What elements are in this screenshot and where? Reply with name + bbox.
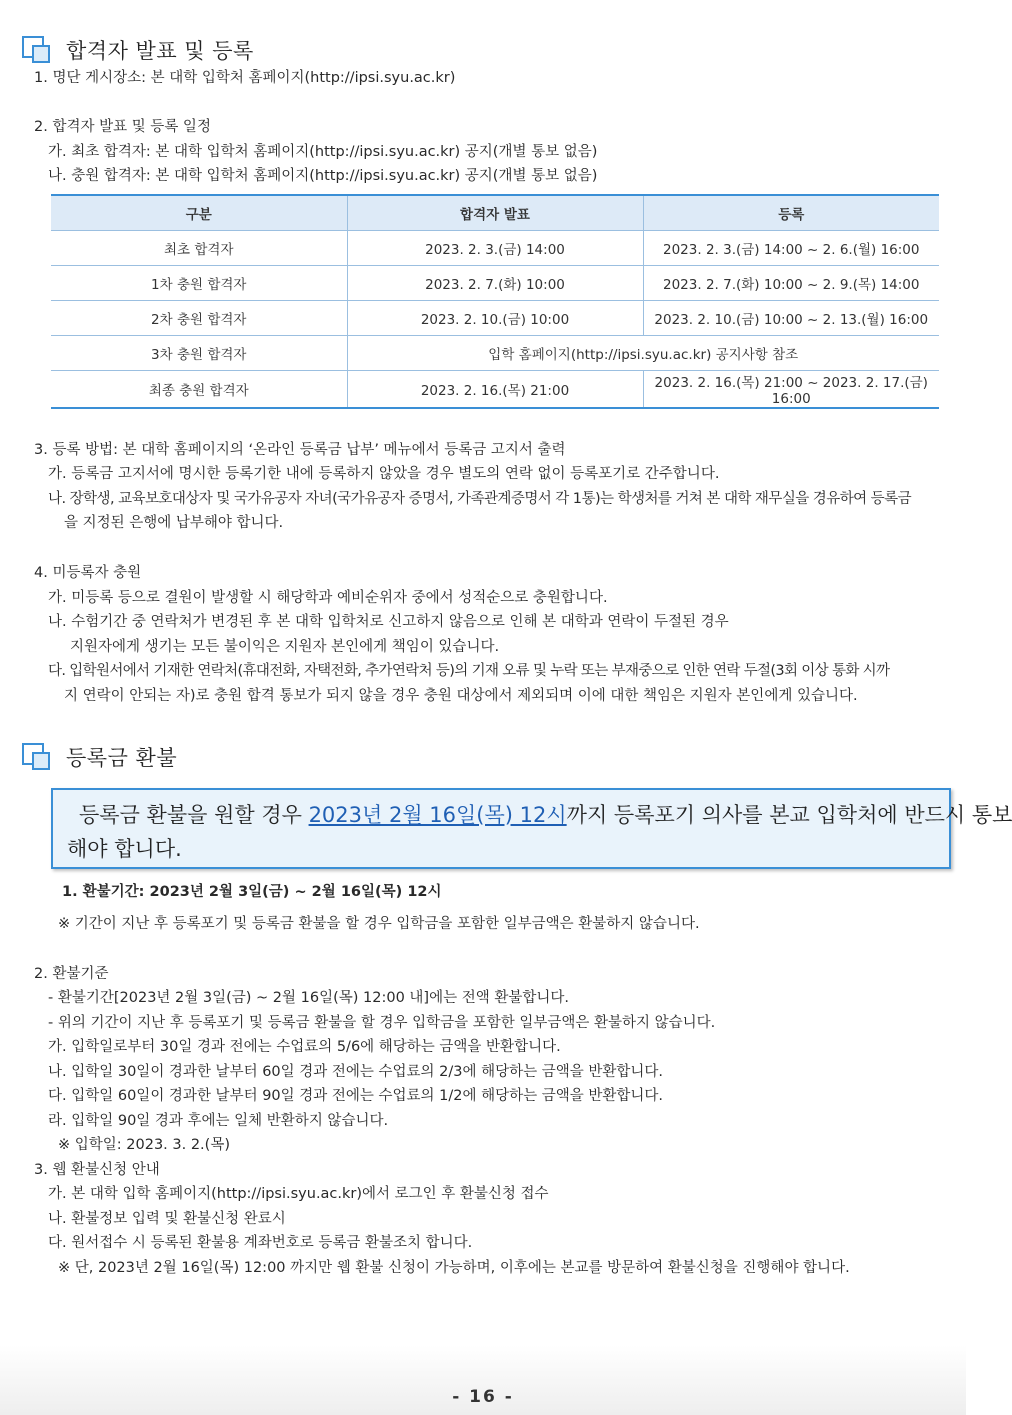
table-row — [51, 370, 939, 408]
table-cell: 2023. 2. 3.(금) 14:00 — [347, 230, 643, 265]
section-title: 등록금 환불 — [66, 746, 178, 770]
page-number: - 16 - — [452, 1387, 514, 1407]
item-4b-line1: 나. 수험기간 중 연락처가 변경된 후 본 대학 입학처로 신고하지 않음으로 인해 본 대학과 연락이 두절된 경우 — [48, 614, 729, 630]
refund-criteria: 2. 환불기준 — [34, 966, 109, 982]
item-3b-line2: 을 지정된 은행에 납부해야 합니다. — [64, 515, 284, 531]
item-3b-line1: 나. 장학생, 교육보호대상자 및 국가유공자 자녀(국가유공자 증명서, 가족관계증명서 각 1통)는 학생처를 거쳐 본 대학 재무실을 경유하여 등록금 — [48, 491, 912, 507]
web-refund-b: 나. 환불정보 입력 및 환불신청 완료시 — [48, 1211, 286, 1227]
section-header-refund — [20, 741, 177, 773]
item-4: 4. 미등록자 충원 — [34, 565, 142, 581]
table-cell: 2023. 2. 16.(목) 21:00 ~ 2023. 2. 17.(금) 16:00 — [643, 370, 939, 408]
refund-criteria-b: 나. 입학일 30일이 경과한 날부터 60일 경과 전에는 수업료의 2/3에 해당하는 금액을 반환합니다. — [48, 1064, 664, 1080]
refund-period: 1. 환불기간: 2023년 2월 3일(금) ~ 2월 16일(목) 12시 — [62, 884, 442, 900]
item-4c-line1: 다. 입학원서에서 기재한 연락처(휴대전화, 자택전화, 추가연락처 등)의 기재 오류 및 누락 또는 부재중으로 인한 연락 두절(3회 이상 통화 시까 — [48, 663, 890, 679]
table-row — [51, 300, 939, 335]
web-refund-c: 다. 원서접수 시 등록된 환불용 계좌번호로 등록금 환불조치 합니다. — [48, 1235, 473, 1251]
item-4b-line2: 지원자에게 생기는 모든 불이익은 지원자 본인에게 책임이 있습니다. — [70, 639, 500, 655]
notice-line-1 — [67, 798, 1012, 832]
table-cell-merged: 입학 홈페이지(http://ipsi.syu.ac.kr) 공지사항 참조 — [347, 335, 939, 370]
table-header-cell: 등록 — [643, 195, 939, 230]
table-cell: 2023. 2. 10.(금) 10:00 — [347, 300, 643, 335]
item-3a: 가. 등록금 고지서에 명시한 등록기한 내에 등록하지 않았을 경우 별도의 연락 없이 등록포기로 간주합니다. — [48, 466, 720, 482]
section-bullet-icon — [20, 34, 54, 66]
refund-criteria-a: 가. 입학일로부터 30일 경과 전에는 수업료의 5/6에 해당하는 금액을 반환합니다. — [48, 1039, 561, 1055]
table-cell: 2023. 2. 7.(화) 10:00 — [347, 265, 643, 300]
refund-period-note: ※ 기간이 지난 후 등록포기 및 등록금 환불을 할 경우 입학금을 포함한 일부금액은 환불하지 않습니다. — [58, 916, 700, 932]
section-title: 합격자 발표 및 등록 — [66, 39, 254, 63]
table-cell: 최종 충원 합격자 — [51, 370, 347, 408]
web-refund-note: ※ 단, 2023년 2월 16일(목) 12:00 까지만 웹 환불 신청이 가능하며, 이후에는 본교를 방문하여 환불신청을 진행해야 합니다. — [58, 1260, 850, 1276]
table-row — [51, 335, 939, 370]
item-4a: 가. 미등록 등으로 결원이 발생할 시 해당학과 예비순위자 중에서 성적순으로 충원합니다. — [48, 590, 608, 606]
table-row — [51, 230, 939, 265]
table-cell: 2023. 2. 10.(금) 10:00 ~ 2. 13.(월) 16:00 — [643, 300, 939, 335]
table-header-cell: 합격자 발표 — [347, 195, 643, 230]
refund-criteria-d2: - 위의 기간이 지난 후 등록포기 및 등록금 환불을 할 경우 입학금을 포함한 일부금액은 환불하지 않습니다. — [48, 1015, 716, 1031]
table-cell: 2023. 2. 3.(금) 14:00 ~ 2. 6.(월) 16:00 — [643, 230, 939, 265]
notice-line-2: 해야 합니다. — [67, 837, 182, 861]
table-cell: 2023. 2. 16.(목) 21:00 — [347, 370, 643, 408]
refund-notice-box — [51, 788, 1012, 869]
table-header-row — [51, 195, 939, 230]
notice-deadline-highlight: 2023년 2월 16일(목) 12시 — [308, 803, 567, 827]
table-cell: 최초 합격자 — [51, 230, 347, 265]
web-refund-a: 가. 본 대학 입학 홈페이지(http://ipsi.syu.ac.kr)에서 로그인 후 환불신청 접수 — [48, 1186, 549, 1202]
table-cell: 3차 충원 합격자 — [51, 335, 347, 370]
table-cell: 1차 충원 합격자 — [51, 265, 347, 300]
refund-criteria-d: 라. 입학일 90일 경과 후에는 일체 반환하지 않습니다. — [48, 1113, 389, 1129]
section-header-results — [20, 34, 254, 66]
table-row — [51, 265, 939, 300]
admission-date-note: ※ 입학일: 2023. 3. 2.(목) — [58, 1137, 230, 1153]
notice-text: 까지 등록포기 의사를 본교 입학처에 반드시 통보 — [566, 803, 1012, 827]
schedule-table — [51, 194, 939, 409]
table-cell: 2차 충원 합격자 — [51, 300, 347, 335]
section-bullet-icon — [20, 741, 54, 773]
refund-criteria-c: 다. 입학일 60일이 경과한 날부터 90일 경과 전에는 수업료의 1/2에 해당하는 금액을 반환합니다. — [48, 1088, 664, 1104]
item-3: 3. 등록 방법: 본 대학 홈페이지의 ‘온라인 등록금 납부’ 메뉴에서 등록금 고지서 출력 — [34, 442, 566, 458]
item-4c-line2: 지 연락이 안되는 자)로 충원 합격 통보가 되지 않을 경우 충원 대상에서 제외되며 이에 대한 책임은 지원자 본인에게 있습니다. — [64, 688, 858, 704]
item-1: 1. 명단 게시장소: 본 대학 입학처 홈페이지(http://ipsi.syu.ac.kr) — [34, 70, 456, 86]
table-cell: 2023. 2. 7.(화) 10:00 ~ 2. 9.(목) 14:00 — [643, 265, 939, 300]
item-2: 2. 합격자 발표 및 등록 일정 — [34, 119, 211, 135]
web-refund-guide: 3. 웹 환불신청 안내 — [34, 1162, 160, 1178]
table-header-cell: 구분 — [51, 195, 347, 230]
notice-text: 등록금 환불을 원할 경우 — [79, 803, 309, 827]
item-2a: 가. 최초 합격자: 본 대학 입학처 홈페이지(http://ipsi.syu.ac.kr) 공지(개별 통보 없음) — [48, 144, 598, 160]
refund-criteria-d1: - 환불기간[2023년 2월 3일(금) ~ 2월 16일(목) 12:00 내]에는 전액 환불합니다. — [48, 990, 569, 1006]
item-2b: 나. 충원 합격자: 본 대학 입학처 홈페이지(http://ipsi.syu.ac.kr) 공지(개별 통보 없음) — [48, 168, 598, 184]
